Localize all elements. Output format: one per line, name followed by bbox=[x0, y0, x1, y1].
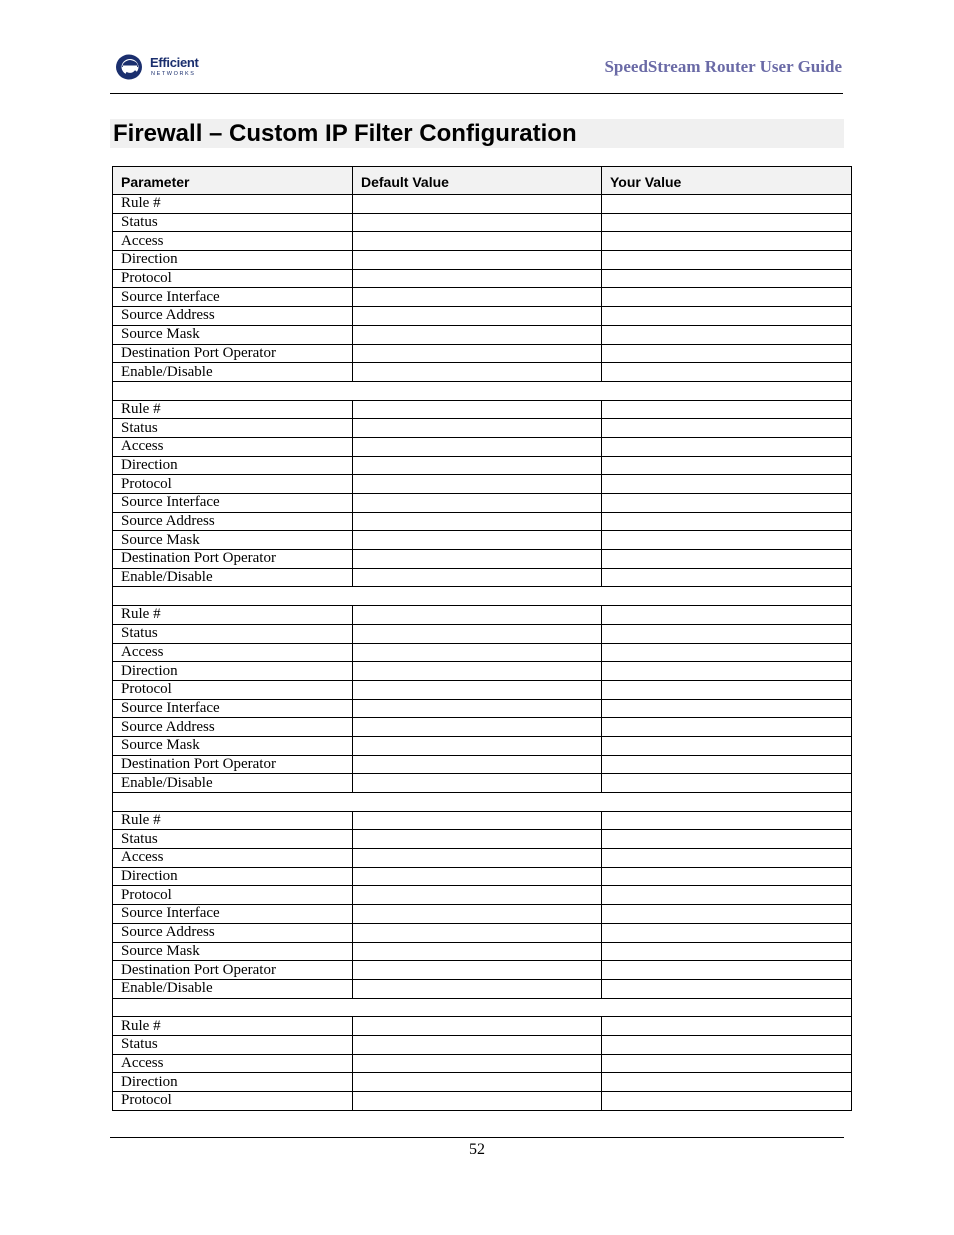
table-row bbox=[113, 867, 852, 886]
parameter-cell: Status bbox=[113, 213, 353, 232]
your-value-cell bbox=[602, 195, 852, 214]
parameter-cell: Status bbox=[113, 624, 353, 643]
your-value-cell bbox=[602, 905, 852, 924]
table-row bbox=[113, 755, 852, 774]
table-row bbox=[113, 811, 852, 830]
default-value-cell bbox=[353, 755, 602, 774]
your-value-cell bbox=[602, 961, 852, 980]
table-row bbox=[113, 606, 852, 625]
table-row bbox=[113, 1017, 852, 1036]
table-row bbox=[113, 344, 852, 363]
table-row bbox=[113, 494, 852, 513]
table-row bbox=[113, 680, 852, 699]
your-value-cell bbox=[602, 1054, 852, 1073]
table-row bbox=[113, 942, 852, 961]
table-row bbox=[113, 512, 852, 531]
parameter-cell: Destination Port Operator bbox=[113, 961, 353, 980]
table-row bbox=[113, 1073, 852, 1092]
parameter-cell: Destination Port Operator bbox=[113, 550, 353, 569]
your-value-cell bbox=[602, 662, 852, 681]
your-value-cell bbox=[602, 774, 852, 793]
your-value-cell bbox=[602, 643, 852, 662]
parameter-cell: Source Interface bbox=[113, 905, 353, 924]
table-row bbox=[113, 1092, 852, 1111]
parameter-cell: Enable/Disable bbox=[113, 774, 353, 793]
parameter-cell: Source Address bbox=[113, 923, 353, 942]
table-row bbox=[113, 232, 852, 251]
default-value-cell bbox=[353, 699, 602, 718]
your-value-cell bbox=[602, 867, 852, 886]
parameter-cell: Access bbox=[113, 643, 353, 662]
table-row bbox=[113, 419, 852, 438]
default-value-cell bbox=[353, 867, 602, 886]
default-value-cell bbox=[353, 1017, 602, 1036]
parameter-cell: Enable/Disable bbox=[113, 568, 353, 587]
default-value-cell bbox=[353, 195, 602, 214]
parameter-cell: Enable/Disable bbox=[113, 363, 353, 382]
spacer-cell bbox=[113, 381, 852, 400]
default-value-cell bbox=[353, 251, 602, 270]
default-value-cell bbox=[353, 979, 602, 998]
your-value-cell bbox=[602, 755, 852, 774]
spacer-cell bbox=[113, 998, 852, 1017]
your-value-cell bbox=[602, 288, 852, 307]
default-value-cell bbox=[353, 475, 602, 494]
table-row bbox=[113, 699, 852, 718]
your-value-cell bbox=[602, 830, 852, 849]
table-row bbox=[113, 195, 852, 214]
your-value-cell bbox=[602, 886, 852, 905]
your-value-cell bbox=[602, 736, 852, 755]
default-value-cell bbox=[353, 923, 602, 942]
table-row bbox=[113, 774, 852, 793]
your-value-cell bbox=[602, 400, 852, 419]
parameter-cell: Source Mask bbox=[113, 942, 353, 961]
default-value-cell bbox=[353, 662, 602, 681]
your-value-cell bbox=[602, 699, 852, 718]
default-value-cell bbox=[353, 905, 602, 924]
table-row bbox=[113, 1054, 852, 1073]
table-row bbox=[113, 736, 852, 755]
default-value-cell bbox=[353, 512, 602, 531]
table-row bbox=[113, 363, 852, 382]
parameter-cell: Direction bbox=[113, 867, 353, 886]
your-value-cell bbox=[602, 979, 852, 998]
default-value-cell bbox=[353, 437, 602, 456]
spacer-row bbox=[113, 381, 852, 400]
table-row bbox=[113, 325, 852, 344]
your-value-cell bbox=[602, 680, 852, 699]
parameter-cell: Access bbox=[113, 232, 353, 251]
table-row bbox=[113, 624, 852, 643]
default-value-cell bbox=[353, 1073, 602, 1092]
table-row bbox=[113, 568, 852, 587]
default-value-cell bbox=[353, 307, 602, 326]
section-heading bbox=[110, 119, 844, 148]
your-value-cell bbox=[602, 456, 852, 475]
parameter-cell: Rule # bbox=[113, 195, 353, 214]
your-value-cell bbox=[602, 325, 852, 344]
your-value-cell bbox=[602, 1092, 852, 1111]
table-row bbox=[113, 905, 852, 924]
your-value-cell bbox=[602, 942, 852, 961]
your-value-cell bbox=[602, 849, 852, 868]
efficient-networks-logo bbox=[114, 52, 214, 82]
header-default-value: Default Value bbox=[353, 167, 602, 195]
spacer-row bbox=[113, 793, 852, 812]
table-row bbox=[113, 307, 852, 326]
table-body bbox=[113, 195, 852, 1111]
parameter-cell: Status bbox=[113, 419, 353, 438]
table-row bbox=[113, 1035, 852, 1054]
default-value-cell bbox=[353, 680, 602, 699]
table-row bbox=[113, 251, 852, 270]
default-value-cell bbox=[353, 886, 602, 905]
footer-divider bbox=[110, 1137, 844, 1138]
table-row bbox=[113, 718, 852, 737]
parameter-cell: Protocol bbox=[113, 680, 353, 699]
default-value-cell bbox=[353, 400, 602, 419]
default-value-cell bbox=[353, 774, 602, 793]
parameter-cell: Access bbox=[113, 849, 353, 868]
table-header-row bbox=[113, 167, 852, 195]
your-value-cell bbox=[602, 419, 852, 438]
default-value-cell bbox=[353, 736, 602, 755]
table-row bbox=[113, 849, 852, 868]
your-value-cell bbox=[602, 1073, 852, 1092]
default-value-cell bbox=[353, 494, 602, 513]
table-row bbox=[113, 979, 852, 998]
your-value-cell bbox=[602, 531, 852, 550]
parameter-cell: Protocol bbox=[113, 269, 353, 288]
your-value-cell bbox=[602, 624, 852, 643]
parameter-cell: Rule # bbox=[113, 1017, 353, 1036]
parameter-cell: Destination Port Operator bbox=[113, 755, 353, 774]
default-value-cell bbox=[353, 531, 602, 550]
parameter-cell: Enable/Disable bbox=[113, 979, 353, 998]
your-value-cell bbox=[602, 550, 852, 569]
parameter-cell: Rule # bbox=[113, 606, 353, 625]
parameter-cell: Direction bbox=[113, 251, 353, 270]
your-value-cell bbox=[602, 1035, 852, 1054]
default-value-cell bbox=[353, 849, 602, 868]
spacer-row bbox=[113, 998, 852, 1017]
your-value-cell bbox=[602, 363, 852, 382]
your-value-cell bbox=[602, 512, 852, 531]
default-value-cell bbox=[353, 213, 602, 232]
default-value-cell bbox=[353, 363, 602, 382]
default-value-cell bbox=[353, 624, 602, 643]
your-value-cell bbox=[602, 269, 852, 288]
table-row bbox=[113, 830, 852, 849]
parameter-cell: Direction bbox=[113, 1073, 353, 1092]
page-number: 52 bbox=[469, 1141, 485, 1158]
parameter-cell: Source Mask bbox=[113, 325, 353, 344]
filter-config-table bbox=[112, 166, 852, 1111]
your-value-cell bbox=[602, 213, 852, 232]
spacer-row bbox=[113, 587, 852, 606]
default-value-cell bbox=[353, 344, 602, 363]
your-value-cell bbox=[602, 606, 852, 625]
default-value-cell bbox=[353, 1092, 602, 1111]
your-value-cell bbox=[602, 568, 852, 587]
default-value-cell bbox=[353, 942, 602, 961]
parameter-cell: Destination Port Operator bbox=[113, 344, 353, 363]
default-value-cell bbox=[353, 232, 602, 251]
section-title: Firewall – Custom IP Filter Configuration bbox=[113, 120, 577, 147]
parameter-cell: Direction bbox=[113, 456, 353, 475]
your-value-cell bbox=[602, 232, 852, 251]
table-row bbox=[113, 923, 852, 942]
default-value-cell bbox=[353, 288, 602, 307]
document-title: SpeedStream Router User Guide bbox=[604, 57, 842, 76]
default-value-cell bbox=[353, 269, 602, 288]
table-row bbox=[113, 662, 852, 681]
parameter-cell: Source Interface bbox=[113, 494, 353, 513]
parameter-cell: Source Address bbox=[113, 307, 353, 326]
default-value-cell bbox=[353, 830, 602, 849]
parameter-cell: Direction bbox=[113, 662, 353, 681]
parameter-cell: Access bbox=[113, 1054, 353, 1073]
default-value-cell bbox=[353, 568, 602, 587]
logo-e-icon bbox=[114, 52, 148, 82]
table-row bbox=[113, 531, 852, 550]
parameter-cell: Source Address bbox=[113, 512, 353, 531]
spacer-cell bbox=[113, 587, 852, 606]
parameter-cell: Rule # bbox=[113, 400, 353, 419]
logo-brand-text: Efficient bbox=[150, 55, 199, 70]
default-value-cell bbox=[353, 643, 602, 662]
your-value-cell bbox=[602, 251, 852, 270]
parameter-cell: Protocol bbox=[113, 886, 353, 905]
default-value-cell bbox=[353, 456, 602, 475]
default-value-cell bbox=[353, 961, 602, 980]
table-row bbox=[113, 961, 852, 980]
table-row bbox=[113, 437, 852, 456]
your-value-cell bbox=[602, 1017, 852, 1036]
parameter-cell: Source Mask bbox=[113, 736, 353, 755]
your-value-cell bbox=[602, 307, 852, 326]
parameter-cell: Rule # bbox=[113, 811, 353, 830]
table-row bbox=[113, 456, 852, 475]
spacer-cell bbox=[113, 793, 852, 812]
parameter-cell: Status bbox=[113, 830, 353, 849]
logo-sub-text: NETWORKS bbox=[151, 71, 196, 77]
table-row bbox=[113, 550, 852, 569]
default-value-cell bbox=[353, 718, 602, 737]
default-value-cell bbox=[353, 419, 602, 438]
default-value-cell bbox=[353, 325, 602, 344]
table-row bbox=[113, 400, 852, 419]
your-value-cell bbox=[602, 718, 852, 737]
parameter-cell: Source Mask bbox=[113, 531, 353, 550]
header-parameter: Parameter bbox=[113, 167, 353, 195]
your-value-cell bbox=[602, 494, 852, 513]
parameter-cell: Source Interface bbox=[113, 699, 353, 718]
default-value-cell bbox=[353, 1035, 602, 1054]
parameter-cell: Status bbox=[113, 1035, 353, 1054]
parameter-cell: Source Interface bbox=[113, 288, 353, 307]
table-row bbox=[113, 643, 852, 662]
parameter-cell: Source Address bbox=[113, 718, 353, 737]
default-value-cell bbox=[353, 606, 602, 625]
table-row bbox=[113, 213, 852, 232]
header-your-value: Your Value bbox=[602, 167, 852, 195]
table-row bbox=[113, 475, 852, 494]
your-value-cell bbox=[602, 475, 852, 494]
your-value-cell bbox=[602, 344, 852, 363]
header-divider bbox=[110, 93, 843, 94]
table-row bbox=[113, 269, 852, 288]
default-value-cell bbox=[353, 811, 602, 830]
parameter-cell: Access bbox=[113, 437, 353, 456]
parameter-cell: Protocol bbox=[113, 1092, 353, 1111]
your-value-cell bbox=[602, 811, 852, 830]
table-row bbox=[113, 288, 852, 307]
your-value-cell bbox=[602, 437, 852, 456]
table-row bbox=[113, 886, 852, 905]
your-value-cell bbox=[602, 923, 852, 942]
parameter-cell: Protocol bbox=[113, 475, 353, 494]
default-value-cell bbox=[353, 550, 602, 569]
default-value-cell bbox=[353, 1054, 602, 1073]
